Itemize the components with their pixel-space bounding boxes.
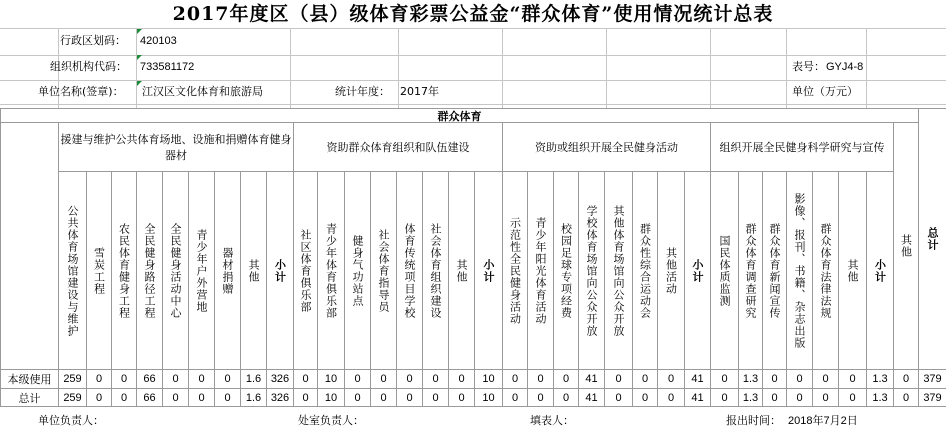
- table-cell[interactable]: 0: [893, 369, 919, 389]
- column-header-2: [86, 171, 112, 370]
- table-cell[interactable]: 0: [111, 388, 137, 407]
- column-header-total-text: 总计: [926, 227, 939, 251]
- filler-label: 填表人：: [530, 414, 574, 427]
- table-cell[interactable]: 0: [188, 388, 215, 407]
- table-cell[interactable]: 0: [162, 388, 189, 407]
- table-cell[interactable]: 0: [812, 388, 839, 407]
- table-cell[interactable]: 66: [136, 369, 163, 389]
- table-cell[interactable]: 0: [657, 388, 685, 407]
- column-header-4-text: 全民健身路径工程: [143, 222, 156, 319]
- column-header-29-text: 影像、报刊、书籍、杂志出版: [793, 192, 806, 349]
- column-header-24-text: 其他活动: [664, 246, 678, 295]
- column-header-21: [578, 171, 605, 370]
- column-header-26-text: 国民体质监测: [718, 234, 731, 307]
- table-cell[interactable]: 379: [918, 369, 946, 389]
- column-header-18: [502, 171, 528, 370]
- table-cell[interactable]: 0: [838, 369, 867, 389]
- form-number-label: 表号：: [792, 60, 825, 73]
- column-header-32: [866, 171, 894, 370]
- table-cell[interactable]: 0: [162, 369, 189, 389]
- column-header-5-text: 全民健身活动中心: [169, 222, 182, 319]
- table-cell[interactable]: 41: [578, 369, 605, 389]
- table-cell[interactable]: 0: [448, 369, 475, 389]
- table-cell[interactable]: 0: [786, 388, 813, 407]
- table-cell[interactable]: 0: [762, 388, 787, 407]
- org-code-label: 组织机构代码：: [50, 60, 127, 73]
- table-cell[interactable]: 0: [293, 369, 318, 389]
- table-header-mass-sports: 群众体育: [0, 108, 919, 123]
- column-header-2-text: 雪炭工程: [92, 246, 106, 295]
- unit-name-label: 单位名称(签章)：: [38, 85, 124, 98]
- column-header-24: [657, 171, 685, 370]
- column-header-10-text: 社区体育俱乐部: [299, 228, 312, 313]
- column-header-5: [162, 171, 189, 370]
- column-header-17: [474, 171, 503, 370]
- table-cell[interactable]: 0: [86, 388, 112, 407]
- table-cell[interactable]: 379: [918, 388, 946, 407]
- group-header-3: 资助或组织开展全民健身活动: [502, 122, 711, 172]
- table-cell[interactable]: 0: [448, 388, 475, 407]
- table-cell[interactable]: 1.3: [866, 369, 894, 389]
- table-cell[interactable]: 0: [502, 369, 528, 389]
- column-header-27-text: 群众体育调查研究: [744, 222, 757, 319]
- table-cell[interactable]: 66: [136, 388, 163, 407]
- table-cell[interactable]: 10: [474, 369, 503, 389]
- column-header-3-text: 农民体育健身工程: [117, 222, 131, 319]
- currency-unit-label: 单位（万元）: [792, 85, 858, 98]
- table-cell[interactable]: 0: [632, 388, 658, 407]
- column-header-28-text: 群众体育新闻宣传: [768, 222, 781, 319]
- column-header-15: [422, 171, 449, 370]
- column-header-30-text: 群众体育法律法规: [819, 222, 832, 319]
- table-cell[interactable]: 0: [422, 388, 449, 407]
- column-header-4: [136, 171, 163, 370]
- table-cell[interactable]: 0: [188, 369, 215, 389]
- table-cell[interactable]: 259: [58, 369, 87, 389]
- column-header-16: [448, 171, 475, 370]
- table-cell[interactable]: 41: [684, 369, 711, 389]
- report-time-value[interactable]: 2018年7月2日: [788, 415, 858, 427]
- column-header-6: [188, 171, 215, 370]
- table-cell[interactable]: 0: [396, 388, 423, 407]
- table-cell[interactable]: 0: [893, 388, 919, 407]
- group-header-5: [893, 122, 919, 370]
- stat-year-label: 统计年度：: [335, 85, 390, 98]
- table-cell[interactable]: 0: [632, 369, 658, 389]
- table-cell[interactable]: 10: [474, 388, 503, 407]
- column-header-15-text: 社会体育组织建设: [429, 222, 442, 319]
- table-cell[interactable]: 0: [370, 369, 397, 389]
- org-code-value[interactable]: 733581172: [140, 61, 195, 73]
- column-header-26: [710, 171, 739, 370]
- table-cell[interactable]: 326: [266, 369, 294, 389]
- column-header-12: [344, 171, 371, 370]
- table-cell[interactable]: 10: [317, 388, 345, 407]
- column-header-7-text: 器材捐赠: [221, 246, 234, 295]
- column-header-11-text: 青少年体育俱乐部: [324, 222, 338, 319]
- table-cell[interactable]: 0: [214, 388, 241, 407]
- column-header-3: [111, 171, 137, 370]
- column-header-23-text: 群众性综合运动会: [638, 222, 652, 319]
- unit-name-value[interactable]: 江汉区文化体育和旅游局: [142, 85, 263, 98]
- column-header-9-text: 小计: [273, 258, 287, 283]
- column-header-11: [317, 171, 345, 370]
- stat-year-value[interactable]: 2017年: [400, 85, 439, 98]
- table-cell[interactable]: 1.3: [738, 369, 763, 389]
- table-cell[interactable]: 0: [370, 388, 397, 407]
- column-header-8: [240, 171, 267, 370]
- column-header-22-text: 其他体育场馆向公众开放: [612, 204, 625, 337]
- column-header-16-text: 其他: [455, 258, 468, 283]
- office-head-label: 处室负责人：: [298, 414, 364, 427]
- column-header-19: [527, 171, 554, 370]
- column-header-25: [684, 171, 711, 370]
- group-header-4: 组织开展全民健身科学研究与宣传: [710, 122, 894, 172]
- form-number-value[interactable]: GYJ4-8: [826, 61, 864, 73]
- table-cell[interactable]: 0: [786, 369, 813, 389]
- table-cell[interactable]: 0: [838, 388, 867, 407]
- column-header-22: [604, 171, 633, 370]
- column-header-1: [58, 171, 87, 370]
- table-cell[interactable]: 1.3: [738, 388, 763, 407]
- column-header-31: [838, 171, 867, 370]
- table-cell[interactable]: 326: [266, 388, 294, 407]
- table-cell[interactable]: 0: [657, 369, 685, 389]
- table-cell[interactable]: 0: [553, 369, 579, 389]
- table-cell[interactable]: 0: [527, 388, 554, 407]
- table-cell[interactable]: 0: [710, 369, 739, 389]
- table-cell[interactable]: 259: [58, 388, 87, 407]
- table-cell[interactable]: 10: [317, 369, 345, 389]
- column-header-20: [553, 171, 579, 370]
- table-cell[interactable]: 0: [344, 388, 371, 407]
- column-header-25-text: 小计: [691, 258, 704, 283]
- column-header-19-text: 青少年阳光体育活动: [534, 216, 547, 325]
- column-header-28: [762, 171, 787, 370]
- table-cell[interactable]: 1.6: [240, 388, 267, 407]
- row-label-header: [0, 122, 59, 370]
- table-cell[interactable]: 0: [502, 388, 528, 407]
- region-code-value[interactable]: 420103: [140, 35, 177, 47]
- column-header-30: [812, 171, 839, 370]
- column-header-total: [918, 108, 946, 370]
- table-cell[interactable]: 0: [527, 369, 554, 389]
- column-header-21-text: 学校体育场馆向公众开放: [585, 204, 598, 337]
- table-cell[interactable]: 1.6: [240, 369, 267, 389]
- table-cell[interactable]: 0: [762, 369, 787, 389]
- table-cell[interactable]: 0: [604, 369, 633, 389]
- table-cell[interactable]: 0: [604, 388, 633, 407]
- table-cell[interactable]: 1.3: [866, 388, 894, 407]
- table-cell[interactable]: 0: [214, 369, 241, 389]
- column-header-6-text: 青少年户外营地: [195, 228, 208, 313]
- column-header-12-text: 健身气功站点: [351, 234, 364, 307]
- column-header-14: [396, 171, 423, 370]
- table-cell[interactable]: 0: [344, 369, 371, 389]
- column-header-13-text: 社会体育指导员: [377, 228, 390, 313]
- column-header-18-text: 示范性全民健身活动: [508, 216, 522, 325]
- column-header-17-text: 小计: [482, 258, 495, 283]
- column-header-23: [632, 171, 658, 370]
- column-header-29: [786, 171, 813, 370]
- column-header-8-text: 其他: [247, 258, 260, 283]
- table-cell[interactable]: 0: [111, 369, 137, 389]
- region-code-label: 行政区划码：: [60, 34, 126, 47]
- column-header-13: [370, 171, 397, 370]
- report-time-label: 报出时间：: [726, 414, 781, 427]
- table-cell[interactable]: 0: [553, 388, 579, 407]
- column-header-32-text: 小计: [873, 258, 887, 283]
- table-cell[interactable]: 0: [422, 369, 449, 389]
- table-cell[interactable]: 0: [710, 388, 739, 407]
- column-header-14-text: 体育传统项目学校: [403, 222, 416, 319]
- table-cell[interactable]: 41: [684, 388, 711, 407]
- column-header-7: [214, 171, 241, 370]
- table-cell[interactable]: 41: [578, 388, 605, 407]
- table-cell[interactable]: 0: [86, 369, 112, 389]
- column-header-27: [738, 171, 763, 370]
- group-header-5-text: 其他: [899, 234, 913, 258]
- group-header-1: 援建与维护公共体育场地、设施和捐赠体育健身器材: [58, 122, 294, 172]
- group-header-2: 资助群众体育组织和队伍建设: [293, 122, 503, 172]
- table-cell[interactable]: 0: [293, 388, 318, 407]
- column-header-20-text: 校园足球专项经费: [559, 222, 573, 319]
- table-cell[interactable]: 0: [812, 369, 839, 389]
- column-header-9: [266, 171, 294, 370]
- column-header-31-text: 其他: [846, 258, 859, 283]
- column-header-1-text: 公共体育场馆建设与维护: [66, 204, 79, 337]
- row-label-2: 总计: [0, 388, 59, 407]
- unit-head-label: 单位负责人：: [38, 414, 104, 427]
- column-header-10: [293, 171, 318, 370]
- report-title: 2017年度区（县）级体育彩票公益金“群众体育”使用情况统计总表: [172, 3, 774, 25]
- row-label-1: 本级使用: [0, 369, 59, 389]
- table-cell[interactable]: 0: [396, 369, 423, 389]
